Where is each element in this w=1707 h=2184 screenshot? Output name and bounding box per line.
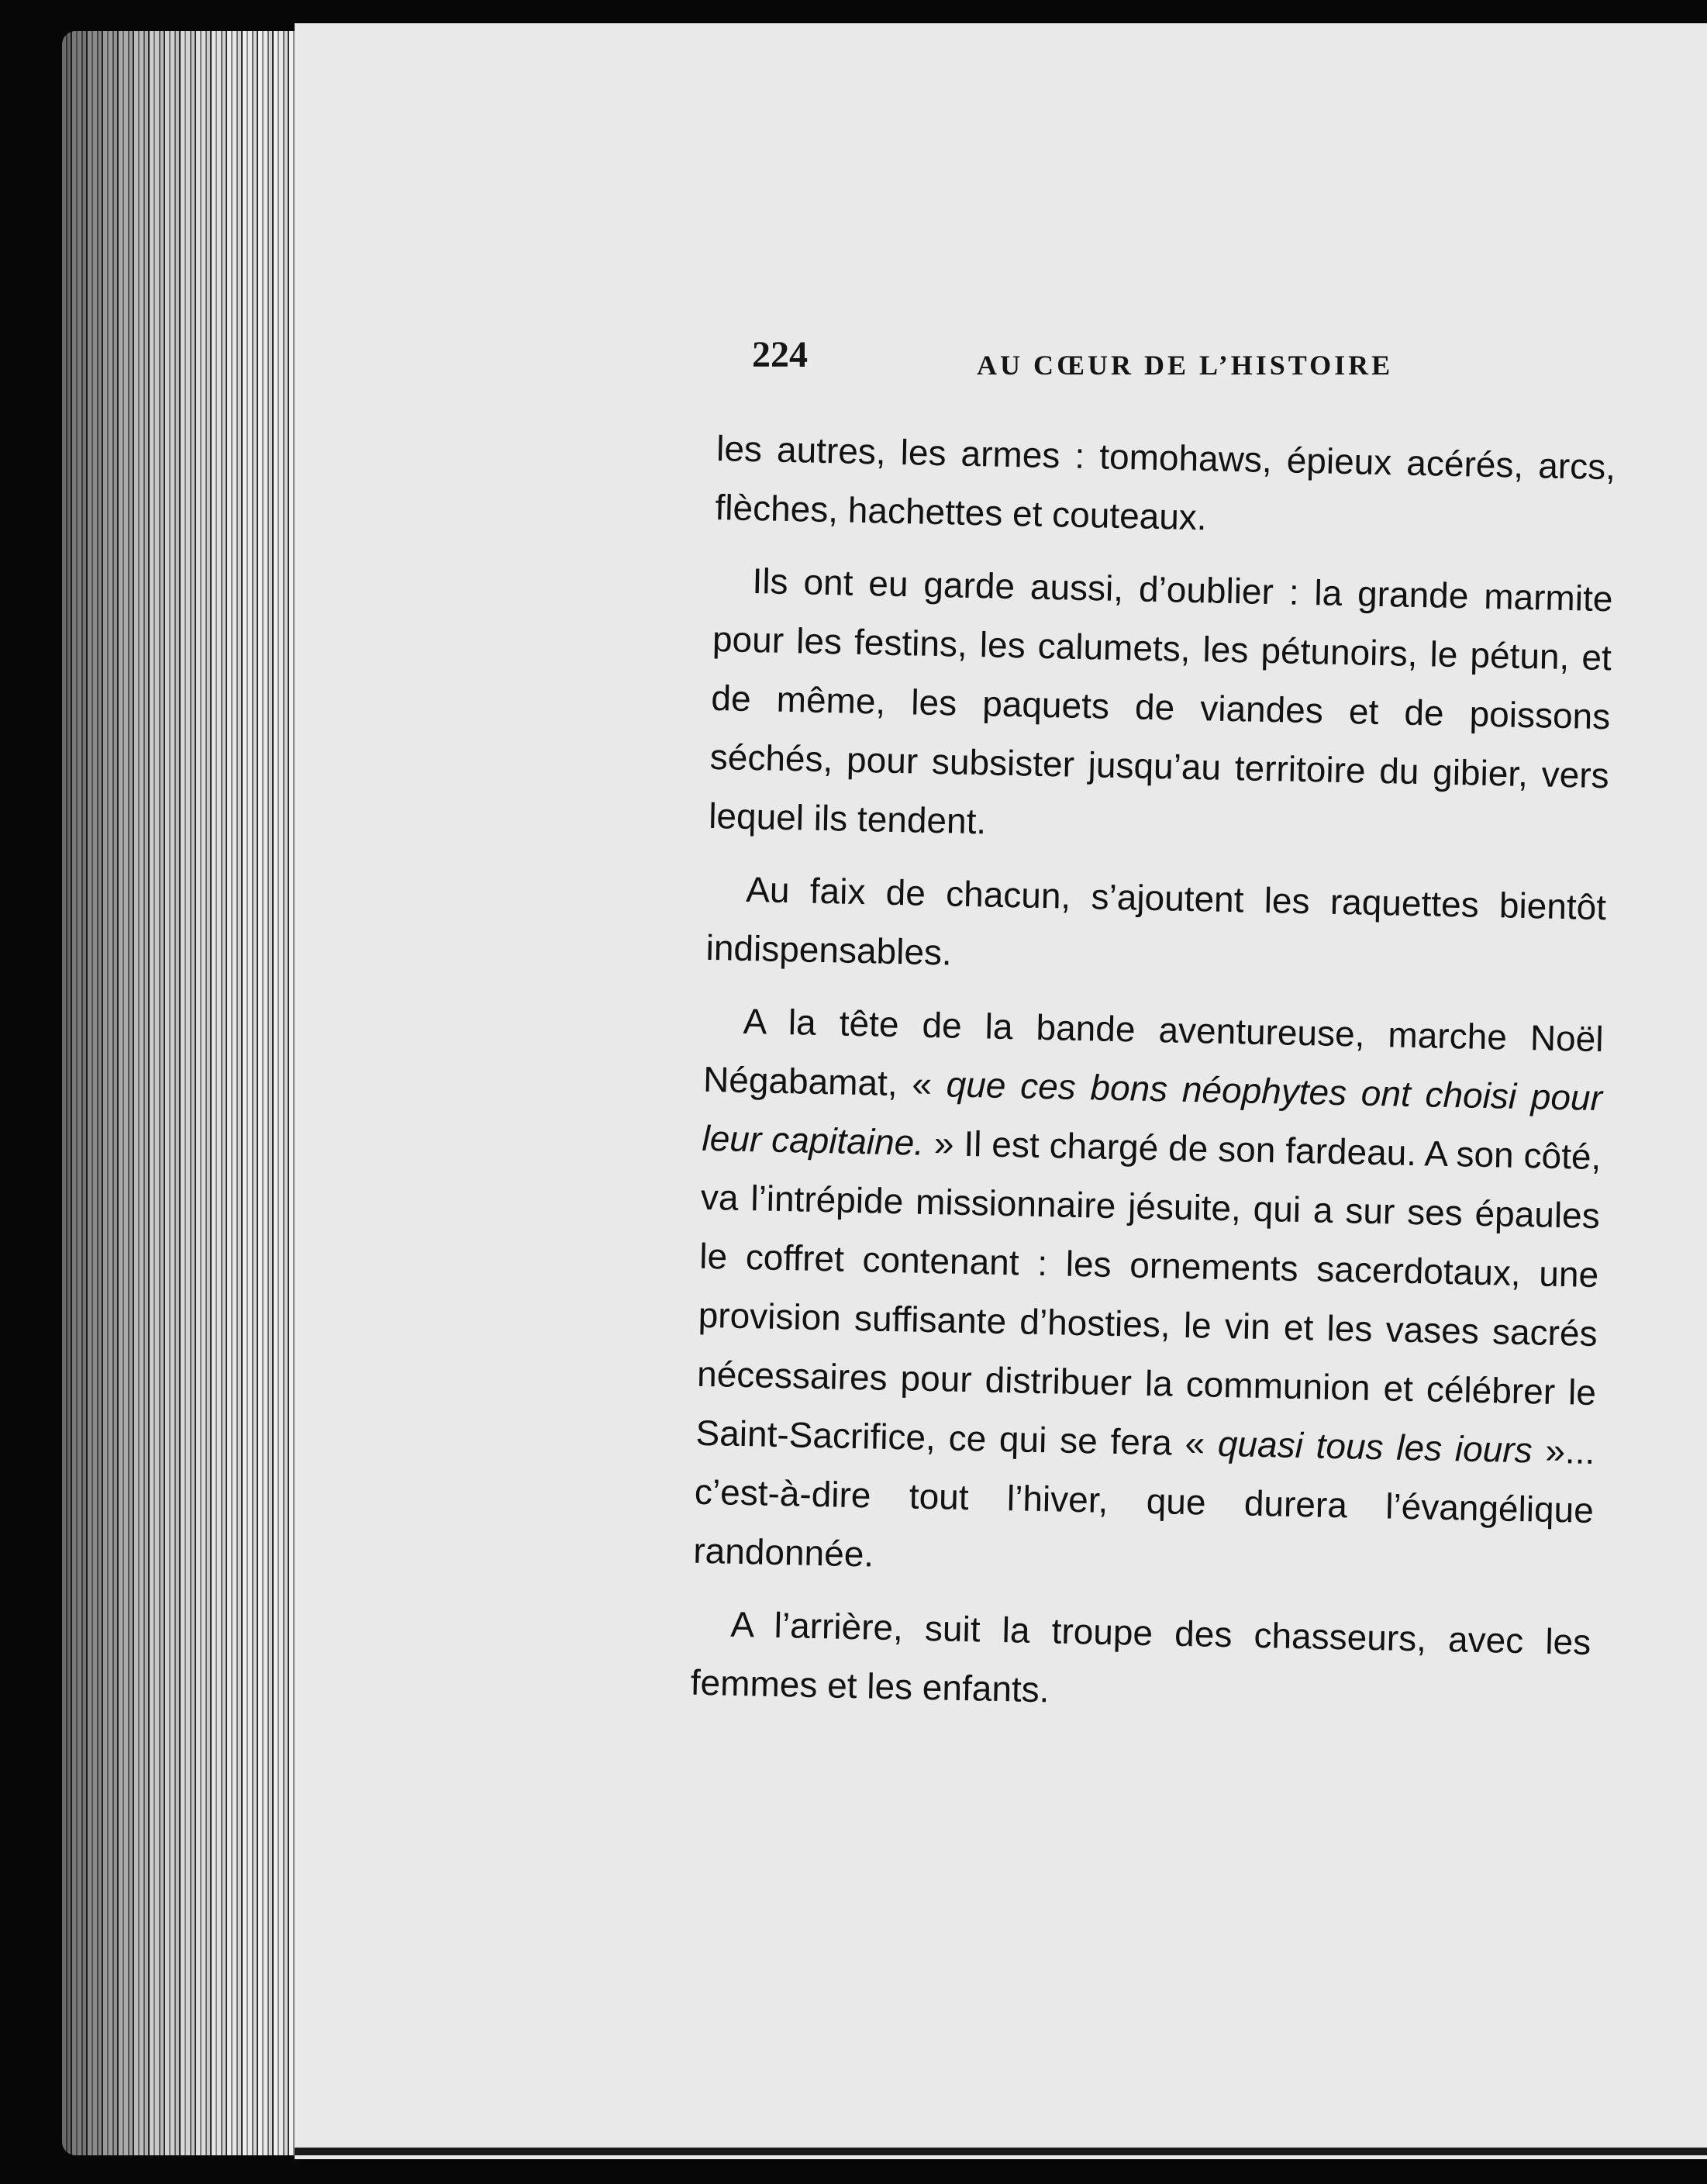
- text-segment: A l’arrière, suit la troupe des chasseurs, avec les femmes et les enfants.: [690, 1603, 1591, 1710]
- text-segment: Au faix de chacun, s’ajoutent les raquettes bientôt indispensables.: [705, 868, 1607, 973]
- paragraph: [705, 859, 1607, 995]
- body-text: [690, 419, 1616, 1744]
- paragraph: [708, 550, 1613, 864]
- text-segment: les autres, les armes : tomohaws, épieux acérés, arcs, flèches, hachettes et couteaux.: [715, 427, 1616, 538]
- running-title: AU CŒUR DE L’HISTOIRE: [977, 350, 1394, 381]
- paragraph: [715, 419, 1616, 555]
- text-segment: »... c’est-à-dire tout l’hiver, que durera l’évangélique randonnée.: [692, 1430, 1595, 1575]
- text-segment: A la tête de la bande aventureuse, marche Noël Négabamat, «: [702, 1000, 1605, 1105]
- page-number: 224: [752, 334, 808, 375]
- quoted-italic-text: quasi tous les iours: [1217, 1423, 1533, 1471]
- text-segment: » Il est chargé de son fardeau. A son côté, va l’intrépide missionnaire jésuite, qui a sur ses épaules le coffret contenant : les ornements sacerdotaux, une provision suffisante d’hosties, le vin et les vases sacrés nécessaires pour distribuer la communion et célébrer le Saint-Sacrifice, ce qui se fera «: [695, 1122, 1602, 1464]
- paragraph: [690, 1594, 1591, 1730]
- page-bottom-edge: [295, 2148, 1707, 2155]
- running-head: [752, 326, 1605, 388]
- page-edges-shadow: [62, 31, 318, 2155]
- text-segment: Ils ont eu garde aussi, d’oublier : la grande marmite pour les festins, les calumets, les pétunoirs, le pétun, et de même, les paquets de viandes et de poissons séchés, pour subsister jusqu’au territoire du gibier, vers lequel ils tendent.: [708, 561, 1613, 842]
- paragraph: [693, 991, 1605, 1599]
- quoted-italic-text: que ces bons néophytes ont choisi pour leur capitaine.: [702, 1064, 1603, 1163]
